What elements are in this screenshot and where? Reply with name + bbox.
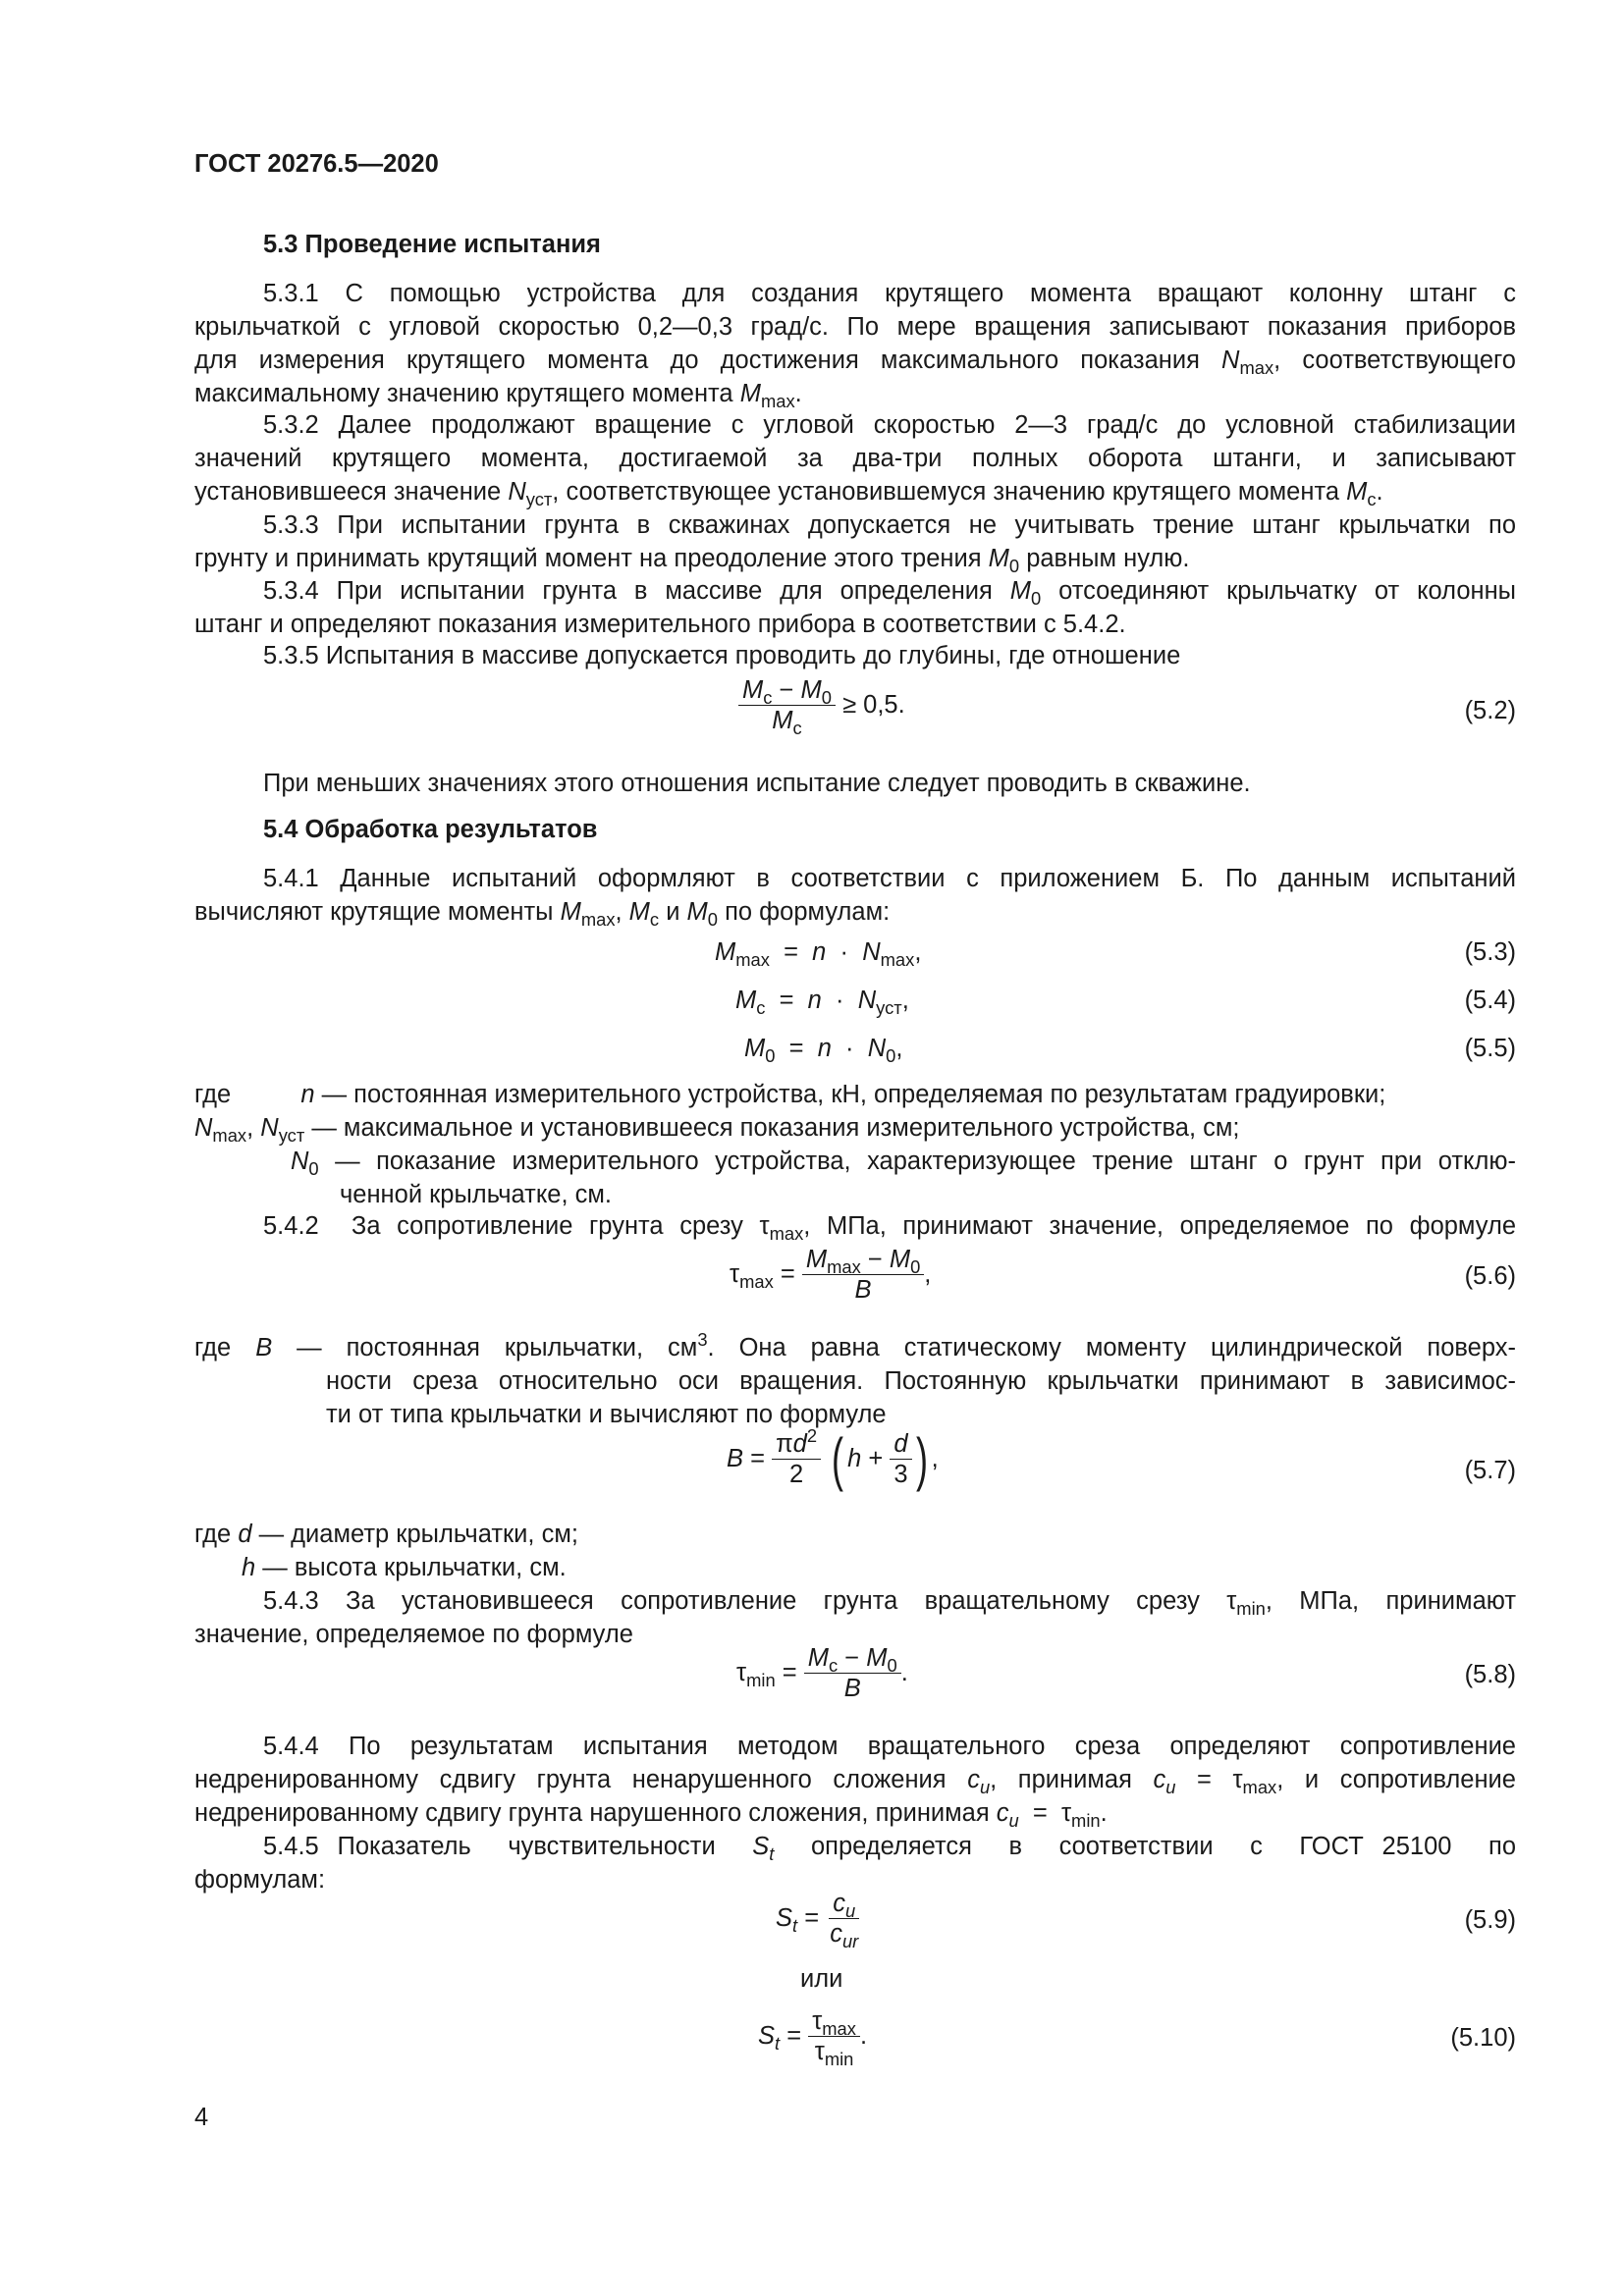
paragraph-5-3-5-after: При меньших значениях этого отношения испытание следует проводить в скважине. [263,770,1251,797]
paragraph-5-4-3: 5.4.3 За установившееся сопротивление грунта вращательному срезу $\tau_{min}$, МПа, принимают значение, определяемое по формуле [194,1587,1516,1648]
section-title-5-4: 5.4 Обработка результатов [263,816,598,843]
section-title-5-3: 5.3 Проведение испытания [263,231,601,258]
equation-5-9: $S_t$ = $\frac{c_u}{c_{ur}}$ [776,1890,859,1951]
where-d: где d — диаметр крыльчатки, см; h — высота крыльчатки, см. [194,1521,578,1581]
equation-number-5-6: (5.6) [1464,1262,1516,1290]
paragraph-5-3-5: 5.3.5 Испытания в массиве допускается проводить до глубины, где отношение [263,642,1181,669]
paragraph-5-3-1: 5.3.1 С помощью устройства для создания крутящего момента вращают колонну штанг с крыльчаткой с угловой скоростью 0,2—0,3 град/с. По мере вращения записывают показания приборов для измерения крутящего момента до достижения максимального показания $N_{max}$, соответствующего максимальному значению крутящего момента $M_{max}$. [194,280,1516,411]
equation-number-5-3: (5.3) [1464,938,1516,966]
where-block-1: где n — постоянная измерительного устройства, кН, определяемая по результатам градуировки; $N_{max}$, $N_{уст}$ — максимальное и установившееся показания измерительного устройства, см; $N_0$ — показание измерительного устройства, характеризующее трение штанг о грунт при отклю- ченной крыльчатке, см. [194,1081,1516,1208]
or-word: или [800,1965,843,1993]
paragraph-5-4-4: 5.4.4 По результатам испытания методом вращательного среза определяют сопротивление недренированному сдвигу грунта ненарушенного сложения $c_u$, принимая $c_u = \tau_{max}$, и сопротивление недренированному сдвигу грунта нарушенного сложения, принимая $c_u = \tau_{min}$. [194,1733,1516,1831]
paragraph-5-4-5: 5.4.5 Показатель чувствительности $S_t$ определяется в соответствии с ГОСТ 25100 по формулам: [194,1833,1516,1894]
equation-number-5-9: (5.9) [1464,1906,1516,1934]
paragraph-5-4-2: 5.4.2 За сопротивление грунта срезу $\tau_{max}$, МПа, принимают значение, определяемое по формуле [263,1212,1516,1244]
equation-5-5: $M_0 = n \cdot N_0$, [744,1035,903,1066]
equation-5-6: $\tau_{max}$ = $\frac{M_{max} - M_0}{B}$ , [730,1246,932,1304]
equation-5-8: $\tau_{min}$ = $\frac{M_с - M_0}{B}$ . [736,1644,908,1702]
equation-number-5-8: (5.8) [1464,1661,1516,1688]
equation-5-10: $S_t$ = $\frac{\tau_{max}}{\tau_{min}}$ . [758,2007,868,2069]
equation-number-5-5: (5.5) [1464,1035,1516,1062]
equation-number-5-7: (5.7) [1464,1457,1516,1484]
equation-5-4: $M_с = n \cdot N_{уст}$, [735,987,909,1018]
equation-number-5-2: (5.2) [1464,697,1516,724]
paragraph-5-3-3: 5.3.3 При испытании грунта в скважинах допускается не учитывать трение штанг крыльчатки по грунту и принимать крутящий момент на преодоление этого трения $M_0$ равным нулю. [194,511,1516,576]
standard-header: ГОСТ 20276.5—2020 [194,150,439,178]
paragraph-5-3-4: 5.3.4 При испытании грунта в массиве для определения $M_0$ отсоединяют крыльчатку от колонны штанг и определяют показания измерительного прибора в соответствии с 5.4.2. [194,577,1517,638]
page-number: 4 [194,2104,209,2131]
equation-number-5-10: (5.10) [1450,2024,1516,2052]
paragraph-5-4-1: 5.4.1 Данные испытаний оформляют в соответствии с приложением Б. По данным испытаний вычисляют крутящие моменты $M_{max}$, $M_с$ и $M_0$ по формулам: [194,865,1516,930]
paragraph-5-3-2: 5.3.2 Далее продолжают вращение с угловой скоростью 2—3 град/с до условной стабилизации значений крутящего момента, достигаемой за два-три полных оборота штанги, и записывают установившееся значение $N_{уст}$, соответствующее установившемуся значению крутящего момента $M_с$. [194,411,1516,509]
equation-number-5-4: (5.4) [1464,987,1516,1014]
where-block-2: где B — постоянная крыльчатки, $см^3$. Она равна статическому моменту цилиндрической поверх- ности среза относительно оси вращения. Постоянную крыльчатки принимают в зависимос- ти от типа крыльчатки и вычисляют по формуле [194,1328,1516,1428]
equation-5-2: $\frac{M_с - M_0}{M_с}$ ≥ 0,5. [738,675,905,735]
equation-5-7: B = $\frac{\pi d^2}{2}$ ( h + $\frac{d}{3}$ ) , [727,1424,939,1492]
equation-5-3: $M_{max} = n \cdot N_{max}$, [715,938,922,970]
